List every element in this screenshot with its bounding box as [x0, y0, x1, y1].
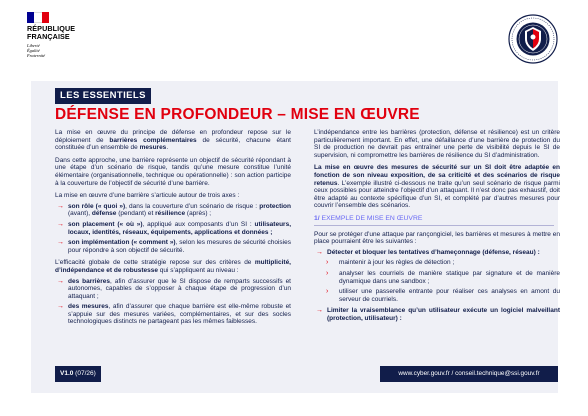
intro-text-1: La mise en œuvre du principe de défense en profondeur repose sur le déploiement de	[55, 129, 291, 144]
intro-text-2: de sécurité, chacune étant constituée d’un ensemble de	[55, 136, 291, 152]
axis-role-label: son rôle (« quoi »)	[68, 202, 126, 210]
independence-paragraph: L’indépendance entre les barrières (protection, défense et résilience) est un critère particulièrement important. En effet, une défaillance d’une barrière de protection du SI de production ne devrait pas entraîner une perte de visibilité depuis le SI de supervision, ni compromettre les barrières de résilience du SI d’administration.	[314, 129, 560, 159]
arrow-right-icon: →	[57, 277, 64, 285]
axis-role-t2: (pendant) et	[116, 210, 156, 218]
criteria-text-2: qui s’appliquent au niveau :	[157, 266, 239, 274]
level-barriers-text: , afin d’assurer que le SI dispose de remparts successifs et autonomes, capables de s’opposer à chaque étape de progression d’un attaquant ;	[68, 277, 291, 300]
version-badge	[55, 366, 101, 382]
intro-paragraph	[55, 129, 291, 152]
axis-role-text: , dans la couverture d’un scénario de risque :	[125, 202, 260, 210]
axis-role-kw1: protection	[259, 202, 291, 210]
republic-line-1: RÉPUBLIQUE	[27, 24, 76, 33]
level-measures-text: , afin d’assurer que chaque barrière est elle-même robuste et s’appuie sur des mesures variées, complémentaires, et sur des socles technologiques distincts ne partageant pas les mêmes faiblesses.	[68, 303, 291, 326]
list-item	[314, 288, 560, 303]
republic-line-2: FRANÇAISE	[27, 32, 70, 41]
axis-role-kw2: défense	[91, 210, 117, 218]
chevron-right-icon: ›	[326, 288, 329, 296]
arrow-right-icon: →	[57, 239, 64, 247]
axis-implementation-text: , selon les mesures de sécurité choisies pour répondre à son objectif de sécurité.	[68, 239, 291, 254]
level-barriers-label: des barrières	[68, 277, 110, 285]
list-item	[314, 249, 560, 304]
version-date: (07/26)	[73, 370, 96, 377]
level-measures-label: des mesures	[68, 303, 109, 311]
flag-white	[34, 12, 41, 23]
page-header	[0, 0, 588, 72]
barrier-limit-label: Limiter la vraisemblance qu’un utilisateur exécute un logiciel malveillant (protection, utilisateur) :	[327, 307, 560, 322]
list-item	[314, 270, 560, 285]
republic-motto	[27, 43, 45, 59]
french-flag-icon	[27, 12, 49, 23]
criteria-paragraph	[55, 259, 291, 274]
arrow-right-icon: →	[316, 248, 323, 256]
anssi-seal-icon	[508, 14, 558, 64]
axis-role-kw3: résilience	[155, 210, 186, 218]
measure-text: analyser les courriels de manière statique par signature et de manière dynamique dans une sandbox ;	[339, 269, 560, 285]
arrow-right-icon: →	[316, 307, 323, 315]
arrow-right-icon: →	[57, 303, 64, 311]
list-item	[55, 239, 291, 254]
levels-list	[55, 278, 291, 327]
criteria-text-1: L’efficacité globale de cette stratégie repose sur des critères de	[55, 259, 255, 267]
axis-placement-label: son placement (« où »)	[68, 220, 143, 228]
axis-placement-text: , appliqué aux composants d’un SI :	[142, 220, 255, 228]
adaptation-paragraph	[314, 164, 560, 210]
list-item	[55, 278, 291, 301]
motto-line-2: Égalité	[27, 48, 40, 54]
measure-text: utiliser une passerelle entrante pour réaliser ces analyses en amont du serveur de courriels.	[339, 288, 560, 303]
barriers-list	[314, 249, 560, 323]
approach-paragraph: Dans cette approche, une barrière représente un objectif de sécurité répondant à une étape d’un scénario de risque, tandis qu’une mesure constitue l’unité élémentaire (organisationnelle, technique ou opérationnelle) : son action participe à la couverture de l’objectif de sécurité d’une barrière.	[55, 156, 291, 187]
axis-role-t3: (après) ;	[185, 210, 212, 218]
section-label: EXEMPLE DE MISE EN ŒUVRE	[319, 214, 423, 222]
version-number: V1.0	[60, 370, 74, 377]
arrow-right-icon: →	[57, 202, 64, 210]
axis-implementation-label: son implémentation (« comment »)	[68, 239, 176, 247]
motto-line-1: Liberté	[27, 43, 40, 48]
section-tag: LES ESSENTIELS	[55, 88, 151, 104]
barrier-detect-label: Détecter et bloquer les tentatives d’hameçonnage (défense, réseau) :	[327, 248, 540, 256]
right-column	[314, 129, 560, 325]
measure-text: maintenir à jour les règles de détection ;	[339, 259, 455, 267]
intro-strong-2: mesures	[139, 144, 167, 152]
left-column	[55, 129, 291, 331]
example-intro: Pour se protéger d’une attaque par rançongiciel, les barrières et mesures à mettre en place pourraient être les suivantes :	[314, 230, 560, 246]
flag-blue	[27, 12, 34, 23]
axes-intro: La mise en œuvre d’une barrière s’articule autour de trois axes :	[55, 192, 240, 200]
intro-strong-1: barrières complémentaires	[109, 136, 197, 144]
list-item	[55, 303, 291, 326]
adaptation-text: . L’exemple illustré ci-dessous ne traite qu’un seul scénario de risque parmi ceux possibles pour atteindre l’objectif d’un attaquant. Il n’est donc pas exhaustif, doit être adapté au contexte spécifique d’un SI, et complété par d’autres mesures pour couvrir l’ensemble des scénarios.	[314, 179, 560, 210]
intro-text-3: .	[166, 144, 169, 152]
measures-list	[314, 259, 560, 303]
footer-links[interactable]: www.cyber.gouv.fr / conseil.technique@ssi.gouv.fr	[380, 366, 558, 382]
criteria-strong: multiplicité, d’indépendance et de robustesse	[55, 259, 291, 274]
axes-list	[55, 203, 291, 255]
page-title: DÉFENSE EN PROFONDEUR – MISE EN ŒUVRE	[55, 106, 420, 123]
chevron-right-icon: ›	[326, 259, 329, 267]
list-item	[314, 259, 560, 267]
list-item	[55, 221, 291, 236]
list-item	[314, 307, 560, 322]
axis-placement-kw: utilisateurs, locaux, identités, réseaux, équipements, applications et données ;	[68, 220, 291, 236]
adaptation-strong: La mise en œuvre des mesures de sécurité sur un SI doit être adaptée en fonction de son niveau exposition, de sa criticité et des scénarios de risque retenus	[314, 164, 560, 187]
example-section-title	[314, 215, 560, 223]
arrow-right-icon: →	[57, 220, 64, 228]
republic-name	[27, 25, 75, 41]
motto-line-3: Fraternité	[27, 53, 46, 59]
chevron-right-icon: ›	[326, 269, 329, 277]
section-number: 1/	[314, 214, 320, 222]
list-item	[55, 203, 291, 218]
section-divider	[314, 225, 554, 226]
axis-role-t1: (avant),	[68, 210, 92, 218]
flag-red	[42, 12, 49, 23]
